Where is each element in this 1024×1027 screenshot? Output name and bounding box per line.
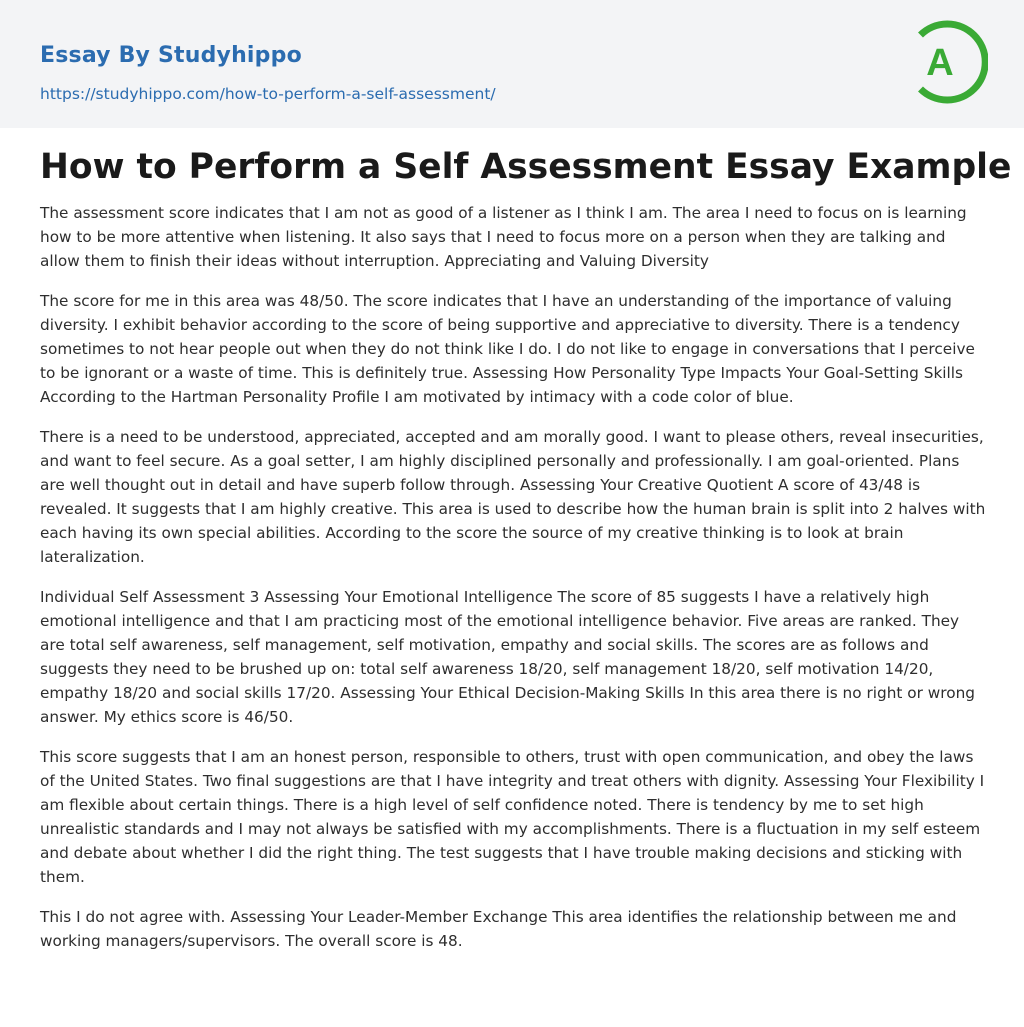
paragraph-4: Individual Self Assessment 3 Assessing Your Emotional Intelligence The score of 85 suggests I have a relatively high emotional intelligence and that I am practicing most of the emotional intelligence behavior. Five areas are ranked. They are total self awareness, self management, self motivation, empathy and social skills. The scores are as follows and suggests they need to be brushed up on: total self awareness 18/20, self management 18/20, self motivation 14/20, empathy 18/20 and social skills 17/20. Assessing Your Ethical Decision-Making Skills In this area there is no right or wrong answer. My ethics score is 46/50. <box>40 588 976 726</box>
paragraph-6: This I do not agree with. Assessing Your Leader-Member Exchange This area identifies the relationship between me and working managers/supervisors. The overall score is 48. <box>40 908 957 950</box>
paragraph-5: This score suggests that I am an honest person, responsible to others, trust with open communication, and obey the laws of the United States. Two final suggestions are that I have integrity and treat others with dignity. Assessing Your Flexibility I am flexible about certain things. There is a high level of self confidence noted. There is tendency by me to set high unrealistic standards and I may not always be satisfied with my accomplishments. There is a fluctuation in my self esteem and debate about whether I did the right thing. The test suggests that I have trouble making decisions and sticking with them. <box>40 748 985 886</box>
logo-letter: A <box>926 42 954 84</box>
article <box>40 140 1012 969</box>
site-header <box>0 0 1024 128</box>
paragraph-2: The score for me in this area was 48/50. The score indicates that I have an understanding of the importance of valuing diversity. I exhibit behavior according to the score of being supportive and appreciative to diversity. There is a tendency sometimes to not hear people out when they do not think like I do. I do not like to engage in conversations that I perceive to be ignorant or a waste of time. This is definitely true. Assessing How Personality Type Impacts Your Goal-Setting Skills According to the Hartman Personality Profile I am motivated by intimacy with a code color of blue. <box>40 292 975 406</box>
paragraph-1: The assessment score indicates that I am not as good of a listener as I think I am. The area I need to focus on is learning how to be more attentive when listening. It also says that I need to focus more on a person when they are talking and allow them to finish their ideas without interruption. Appreciating and Valuing Diversity <box>40 204 967 270</box>
site-title[interactable]: Essay By Studyhippo <box>40 43 302 68</box>
source-url-link[interactable]: https://studyhippo.com/how-to-perform-a-self-assessment/ <box>40 85 496 103</box>
studyhippo-logo-icon[interactable] <box>912 18 988 106</box>
page-title: How to Perform a Self Assessment Essay Example <box>40 147 1012 187</box>
paragraph-3: There is a need to be understood, appreciated, accepted and am morally good. I want to please others, reveal insecurities, and want to feel secure. As a goal setter, I am highly disciplined personally and professionally. I am goal-oriented. Plans are well thought out in detail and have superb follow through. Assessing Your Creative Quotient A score of 43/48 is revealed. It suggests that I am highly creative. This area is used to describe how the human brain is split into 2 halves with each having its own special abilities. According to the score the source of my creative thinking is to look at brain lateralization. <box>40 428 986 566</box>
